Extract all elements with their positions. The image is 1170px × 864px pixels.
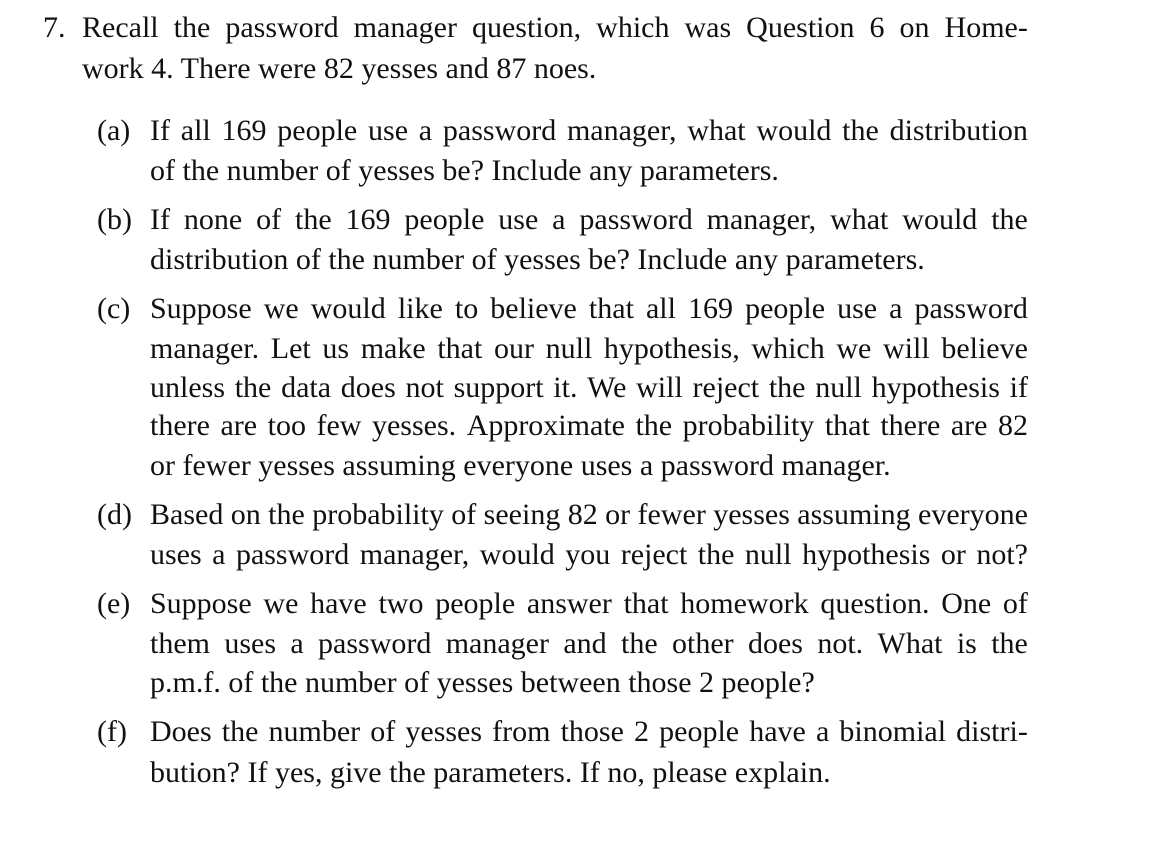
word: assuming: [797, 498, 911, 531]
part-line: [150, 589, 1028, 619]
word: manager,: [566, 114, 677, 147]
word: If: [150, 114, 170, 147]
part-line: of the number of yesses be? Include any parameters.: [150, 154, 779, 187]
word: password: [235, 538, 350, 571]
word: Home-: [944, 11, 1028, 44]
word: is: [956, 627, 977, 660]
word: manager,: [359, 538, 470, 571]
word: hypothesis: [871, 371, 1000, 404]
word: are: [220, 409, 258, 442]
word: does: [340, 371, 396, 404]
word: hypothesis: [802, 538, 931, 571]
word: or: [940, 538, 966, 571]
word: us: [322, 332, 350, 365]
word: One: [941, 587, 992, 620]
word: other: [672, 627, 734, 660]
word: was: [684, 11, 732, 44]
word: believe: [941, 332, 1028, 365]
word: null: [545, 332, 593, 365]
part-label: (f): [97, 715, 127, 748]
part-line: bution? If yes, give the parameters. If no, please explain.: [150, 756, 831, 789]
word: would: [310, 292, 386, 325]
word: from: [492, 715, 551, 748]
word: there: [880, 409, 941, 442]
word: would: [756, 114, 832, 147]
word: like: [397, 292, 443, 325]
word: all: [180, 114, 211, 147]
word: 2: [634, 715, 650, 748]
question-line: [82, 13, 1028, 43]
word: the: [173, 11, 211, 44]
word: a: [889, 292, 903, 325]
word: if: [1009, 371, 1028, 404]
word: question.: [820, 587, 930, 620]
word: probability: [682, 409, 815, 442]
word: that: [437, 332, 483, 365]
part-line: [150, 373, 1028, 403]
word: yesses: [713, 498, 790, 531]
word: not: [405, 371, 444, 404]
part-line: [150, 717, 1028, 747]
word: the: [991, 627, 1028, 660]
word: answer: [526, 587, 612, 620]
word: use: [498, 203, 539, 236]
question-number: 7.: [43, 11, 66, 44]
word: which: [751, 332, 825, 365]
word: would: [902, 203, 978, 236]
word: on: [230, 498, 261, 531]
word: data: [281, 371, 332, 404]
word: that: [824, 409, 870, 442]
word: Suppose: [150, 292, 252, 325]
word: password: [579, 203, 693, 236]
word: it.: [553, 371, 578, 404]
part-line: [150, 116, 1028, 146]
word: our: [493, 332, 534, 365]
word: the: [294, 203, 332, 236]
word: binomial: [839, 715, 947, 748]
word: the: [842, 114, 879, 147]
word: a: [815, 715, 830, 748]
word: on: [899, 11, 930, 44]
word: probability: [312, 498, 444, 531]
word: we: [263, 587, 299, 620]
word: them: [150, 627, 210, 660]
word: unless: [150, 371, 225, 404]
part-line: [150, 334, 1028, 364]
word: that: [623, 587, 669, 620]
word: Recall: [82, 11, 159, 44]
word: 82: [567, 498, 598, 531]
word: Based: [150, 498, 224, 531]
word: we: [836, 332, 872, 365]
part-line: [150, 629, 1028, 659]
word: two: [378, 587, 424, 620]
word: the: [768, 371, 806, 404]
part-line: [150, 294, 1028, 324]
word: make: [360, 332, 426, 365]
word: password: [318, 627, 432, 660]
word: question,: [471, 11, 582, 44]
word: too: [267, 409, 306, 442]
word: are: [950, 409, 988, 442]
word: Suppose: [150, 587, 252, 620]
word: will: [636, 371, 683, 404]
word: homework: [680, 587, 809, 620]
word: people: [659, 715, 740, 748]
word: people: [745, 292, 826, 325]
word: does: [747, 627, 803, 660]
word: the: [234, 371, 272, 404]
part-label: (c): [97, 292, 131, 325]
word: reject: [620, 538, 688, 571]
word: a: [418, 114, 433, 147]
word: What: [877, 627, 943, 660]
part-line: [150, 500, 1028, 530]
word: Let: [270, 332, 311, 365]
word: to: [454, 292, 479, 325]
word: people: [435, 587, 516, 620]
word: Approximate: [466, 409, 625, 442]
word: people: [277, 114, 358, 147]
word: and: [563, 627, 607, 660]
word: use: [368, 114, 409, 147]
word: the: [221, 715, 259, 748]
part-label: (e): [97, 587, 131, 620]
word: which: [596, 11, 670, 44]
word: fewer: [637, 498, 706, 531]
word: 6: [869, 11, 885, 44]
word: a: [212, 538, 226, 571]
word: manager: [353, 11, 457, 44]
word: 169: [345, 203, 391, 236]
word: of: [451, 498, 477, 531]
word: reject: [692, 371, 760, 404]
word: uses: [150, 538, 202, 571]
word: distri-: [956, 715, 1028, 748]
part-label: (b): [97, 203, 132, 236]
part-line: [150, 540, 1028, 570]
word: If: [150, 203, 170, 236]
word: null: [815, 371, 862, 404]
word: will: [883, 332, 930, 365]
part-line: p.m.f. of the number of yesses between those 2 people?: [150, 666, 815, 699]
word: or: [605, 498, 631, 531]
word: Does: [150, 715, 212, 748]
word: have: [310, 587, 367, 620]
word: password: [225, 11, 339, 44]
word: manager: [445, 627, 549, 660]
word: have: [749, 715, 806, 748]
word: 82: [997, 409, 1028, 442]
word: not.: [817, 627, 864, 660]
word: what: [687, 114, 746, 147]
word: the: [697, 538, 735, 571]
word: the: [268, 498, 305, 531]
word: you: [565, 538, 611, 571]
word: password: [914, 292, 1028, 325]
word: of: [256, 203, 282, 236]
word: none: [183, 203, 243, 236]
word: distribution: [889, 114, 1028, 147]
word: the: [621, 627, 658, 660]
word: number: [268, 715, 361, 748]
word: would: [479, 538, 555, 571]
word: hypothesis,: [603, 332, 740, 365]
part-label: (a): [97, 114, 131, 147]
word: those: [560, 715, 624, 748]
word: support: [453, 371, 544, 404]
word: We: [587, 371, 627, 404]
word: a: [552, 203, 566, 236]
word: uses: [224, 627, 277, 660]
word: the: [991, 203, 1028, 236]
word: manager.: [150, 332, 260, 365]
word: people: [404, 203, 485, 236]
word: Question: [746, 11, 855, 44]
part-line: distribution of the number of yesses be? Include any parameters.: [150, 243, 925, 276]
word: of: [1002, 587, 1028, 620]
word: that: [588, 292, 634, 325]
part-line: [150, 205, 1028, 235]
word: password: [442, 114, 557, 147]
part-line: [150, 411, 1028, 441]
word: few: [316, 409, 362, 442]
word: 169: [221, 114, 267, 147]
part-label: (d): [97, 498, 132, 531]
word: the: [635, 409, 673, 442]
word: yesses.: [371, 409, 457, 442]
word: 169: [688, 292, 734, 325]
question-line: work 4. There were 82 yesses and 87 noes.: [82, 52, 597, 85]
word: manager,: [706, 203, 817, 236]
word: seeing: [483, 498, 561, 531]
word: not?: [976, 538, 1028, 571]
word: a: [290, 627, 304, 660]
word: there: [150, 409, 210, 442]
word: use: [837, 292, 878, 325]
word: null: [744, 538, 792, 571]
word: everyone: [918, 498, 1028, 531]
word: all: [645, 292, 676, 325]
word: of: [370, 715, 396, 748]
word: we: [263, 292, 299, 325]
word: yesses: [405, 715, 483, 748]
word: believe: [490, 292, 577, 325]
word: what: [830, 203, 889, 236]
part-line: or fewer yesses assuming everyone uses a password manager.: [150, 449, 891, 482]
